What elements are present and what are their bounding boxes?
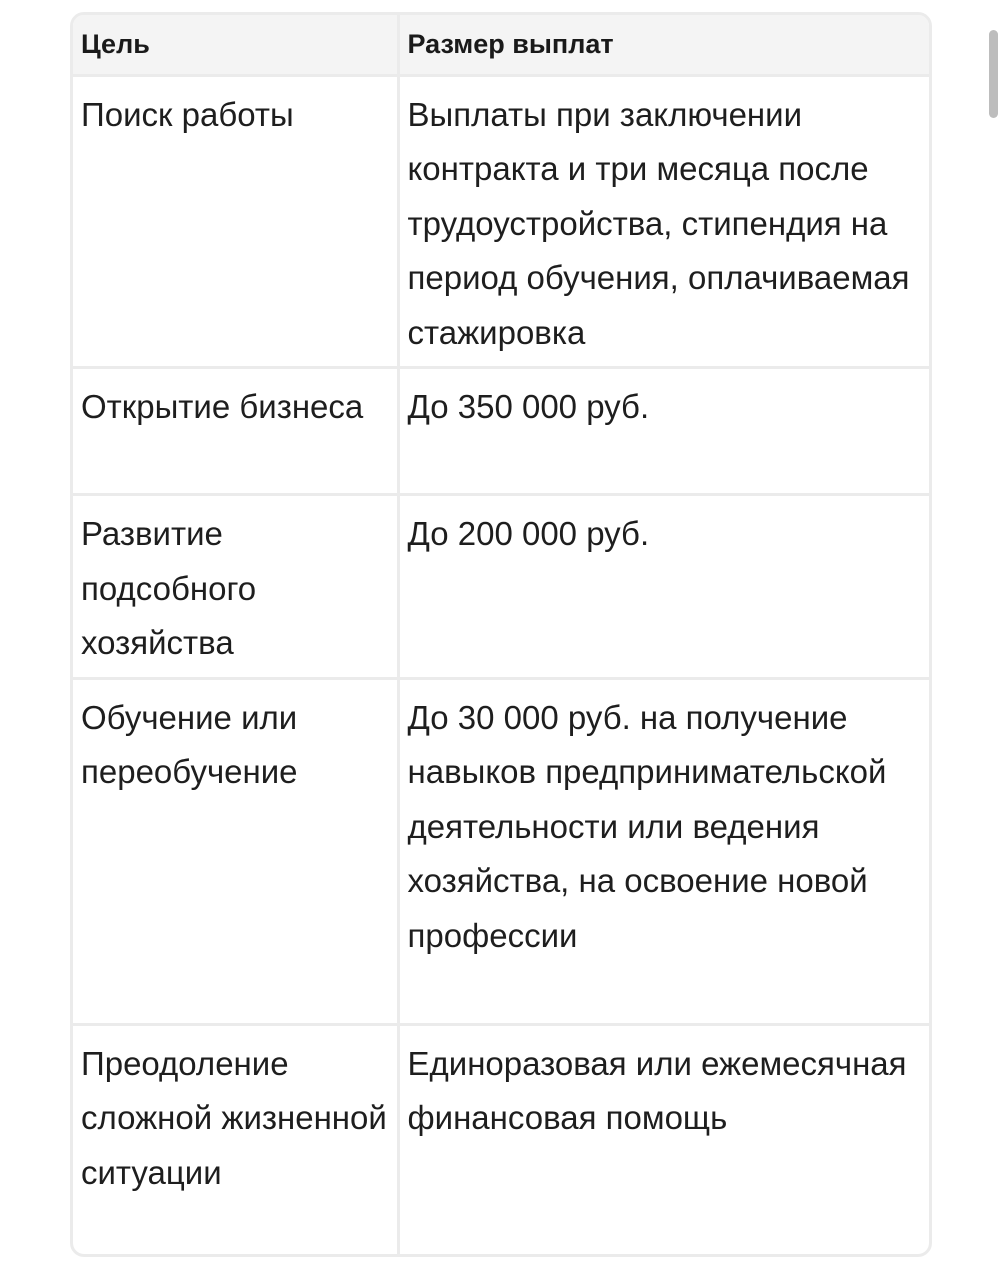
payments-table	[70, 12, 932, 1257]
row-amount-cell: До 30 000 руб. на получение навыков предпринимательской деятельности или ведения хозяйства, на освоение новой профессии	[398, 678, 929, 1024]
vertical-scrollbar[interactable]	[989, 30, 998, 118]
row-amount-cell: До 350 000 руб.	[398, 368, 929, 495]
table-header-row	[73, 15, 929, 75]
table-row	[73, 678, 929, 1024]
row-amount-cell: Единоразовая или ежемесячная финансовая помощь	[398, 1024, 929, 1254]
table-row	[73, 1024, 929, 1254]
row-goal-cell: Открытие бизнеса	[73, 368, 398, 495]
header-goal: Цель	[73, 15, 398, 75]
row-goal-cell: Обучение или переобучение	[73, 678, 398, 1024]
table-row	[73, 495, 929, 679]
row-goal-cell: Преодоление сложной жизненной ситуации	[73, 1024, 398, 1254]
table-row	[73, 75, 929, 368]
row-goal-cell: Поиск работы	[73, 75, 398, 368]
table-row	[73, 368, 929, 495]
payments-table-grid	[73, 15, 929, 1254]
row-amount-cell: До 200 000 руб.	[398, 495, 929, 679]
row-goal-cell: Развитие подсобного хозяйства	[73, 495, 398, 679]
header-amount: Размер выплат	[398, 15, 929, 75]
row-amount-cell: Выплаты при заключении контракта и три месяца после трудоустройства, стипендия на период обучения, оплачиваемая стажировка	[398, 75, 929, 368]
